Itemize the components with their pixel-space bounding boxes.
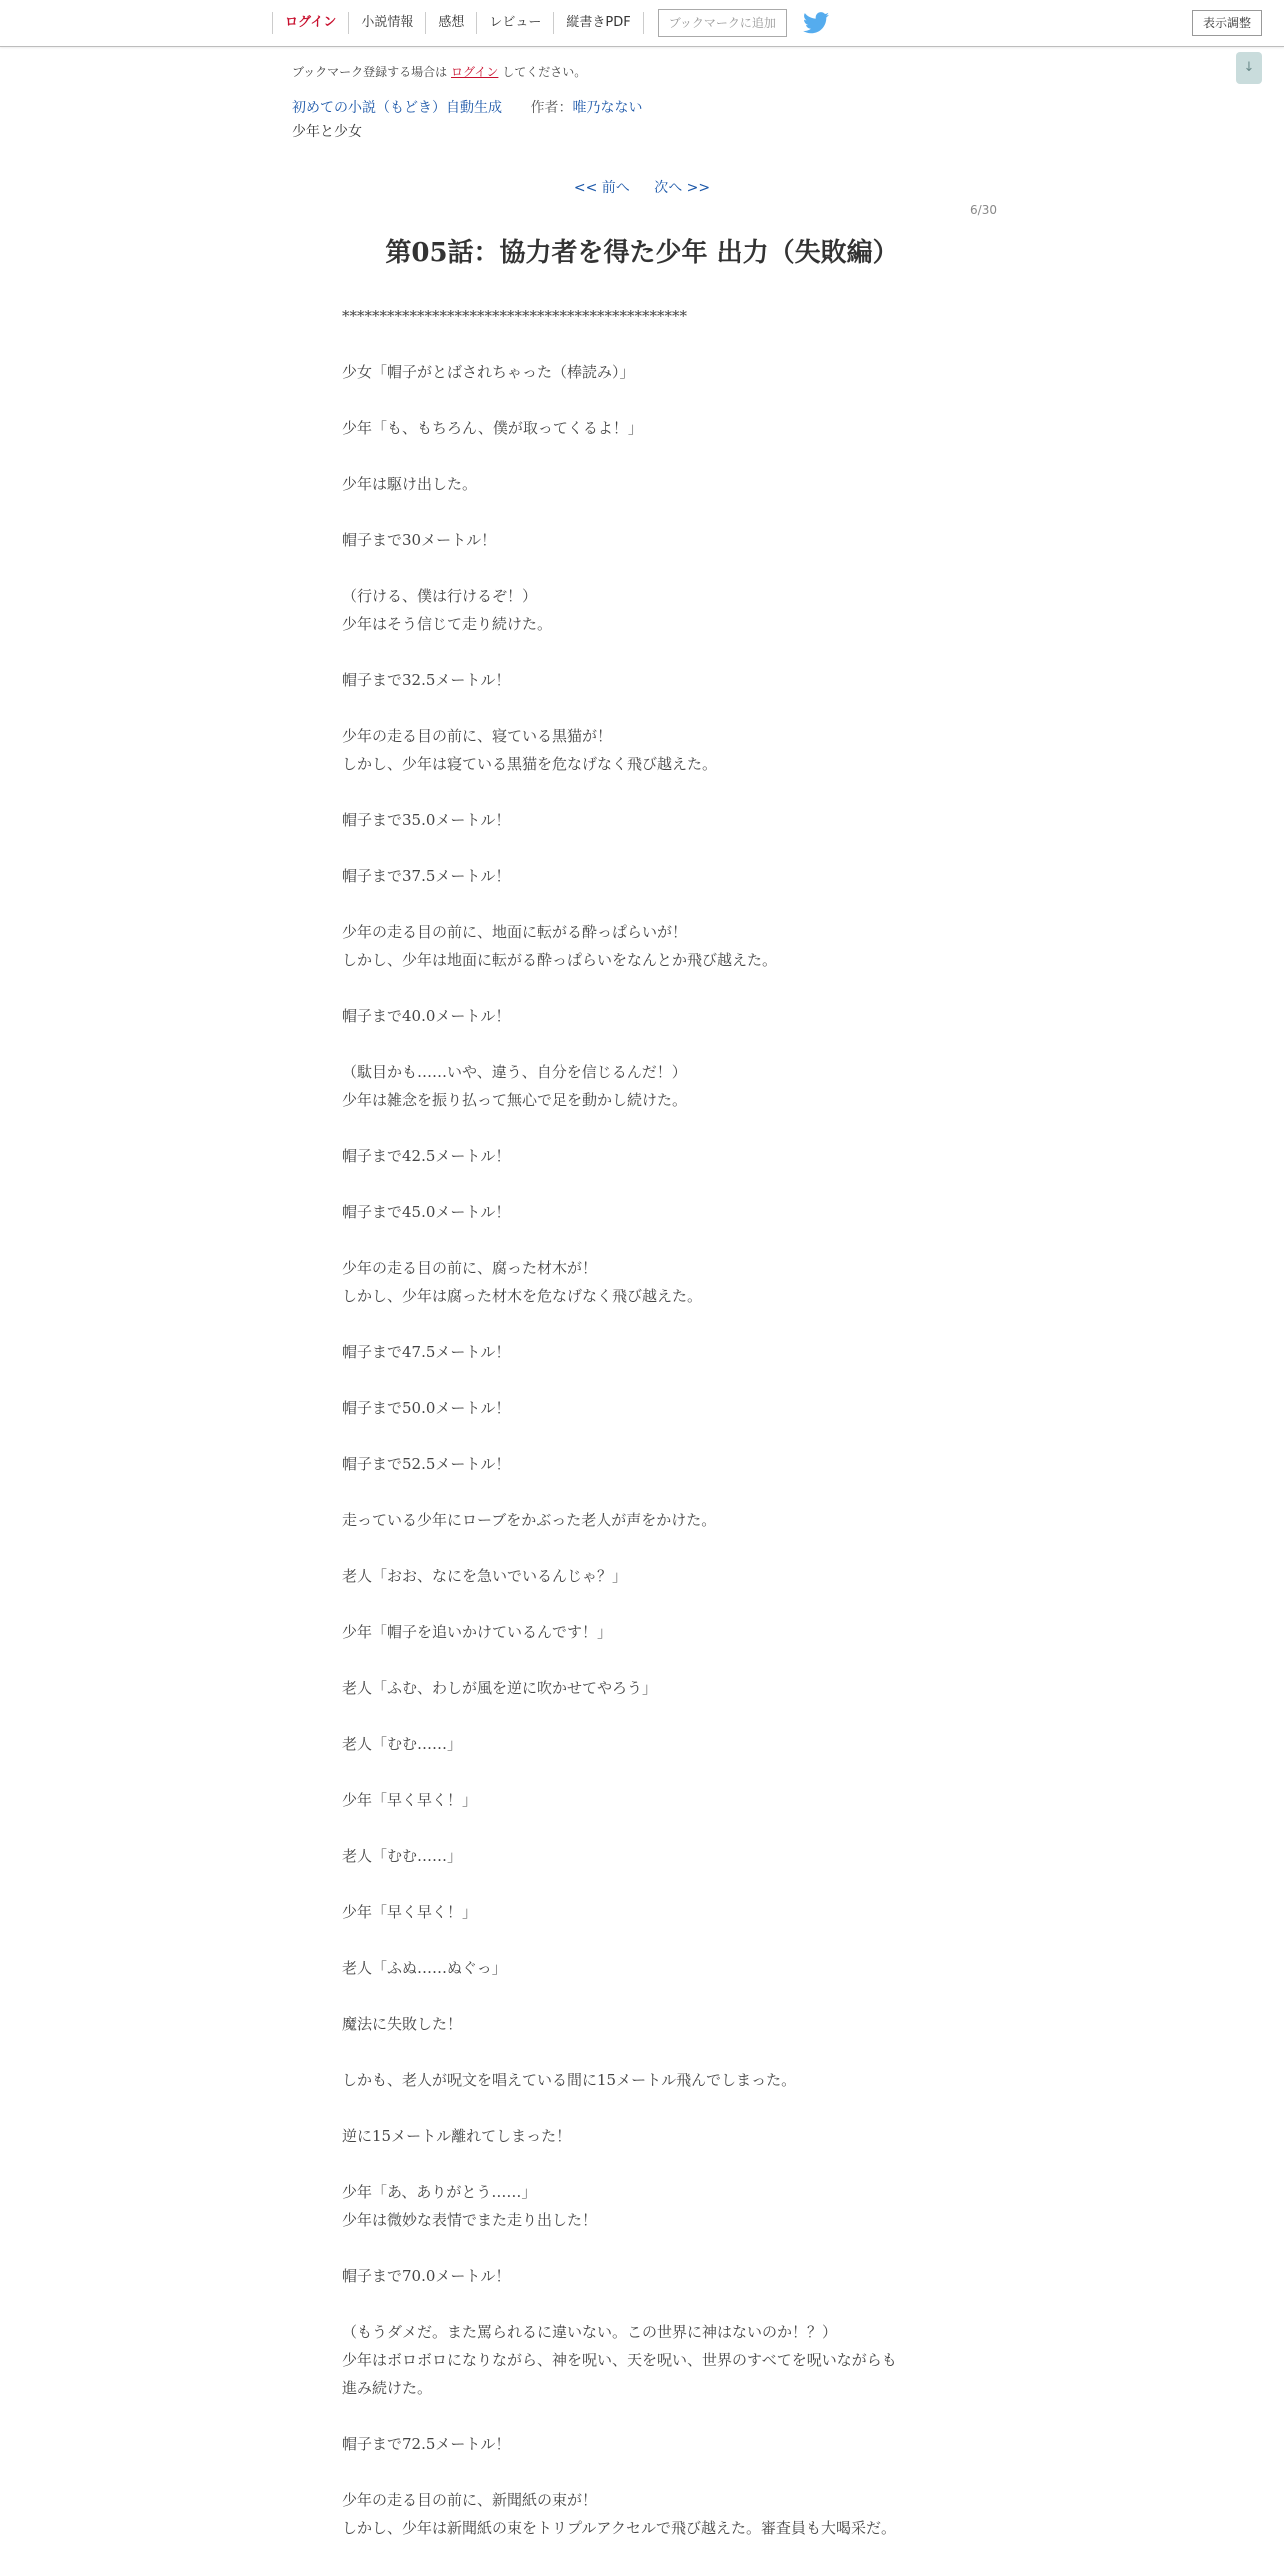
display-settings-button[interactable]: 表示調整 bbox=[1192, 10, 1262, 36]
text-line: 少年は微妙な表情でまた走り出した！ bbox=[342, 2211, 598, 2229]
text-line: 帽子まで47.5メートル！ bbox=[342, 1343, 511, 1361]
text-line: 少年「帽子を追いかけているんです！」 bbox=[342, 1623, 613, 1641]
blank-line bbox=[342, 1590, 942, 1618]
blank-line bbox=[342, 694, 942, 722]
text-line: 少年はボロボロになりながら、神を呪い、天を呪い、世界のすべてを呪いながらも bbox=[342, 2351, 897, 2369]
blank-line bbox=[342, 1170, 942, 1198]
text-line: 帽子まで72.5メートル！ bbox=[342, 2435, 511, 2453]
text-line: 帽子まで30メートル！ bbox=[342, 531, 497, 549]
chapter-group-title: 少年と少女 bbox=[292, 124, 362, 140]
text-line: 少年「早く早く！」 bbox=[342, 1791, 478, 1809]
blank-line bbox=[342, 1702, 942, 1730]
blank-line bbox=[342, 2150, 942, 2178]
text-line: 帽子まで45.0メートル！ bbox=[342, 1203, 511, 1221]
text-line: 少年の走る目の前に、寝ている黒猫が！ bbox=[342, 727, 613, 745]
blank-line bbox=[342, 974, 942, 1002]
text-line: 老人「むむ……」 bbox=[342, 1847, 463, 1865]
text-line: 逆に15メートル離れてしまった！ bbox=[342, 2127, 572, 2145]
text-line: ********************************************** bbox=[342, 307, 687, 325]
text-line: （駄目かも……いや、違う、自分を信じるんだ！） bbox=[342, 1063, 687, 1081]
blank-line bbox=[342, 1422, 942, 1450]
blank-line bbox=[342, 2038, 942, 2066]
text-line: 少年の走る目の前に、地面に転がる酔っぱらいが！ bbox=[342, 923, 688, 941]
text-line: しかも、老人が呪文を唱えている間に15メートル飛んでしまった。 bbox=[342, 2071, 797, 2089]
nav-vertical-pdf-link[interactable]: 縦書きPDF bbox=[553, 12, 643, 34]
page-count: 6/30 bbox=[970, 203, 997, 217]
text-line: 老人「むむ……」 bbox=[342, 1735, 463, 1753]
author-label: 作者： bbox=[530, 100, 573, 116]
blank-line bbox=[342, 1114, 942, 1142]
text-line: （行ける、僕は行けるぞ！） bbox=[342, 587, 538, 605]
blank-line bbox=[342, 1226, 942, 1254]
text-line: 少年は雑念を振り払って無心で足を動かし続けた。 bbox=[342, 1091, 688, 1109]
bookmark-note-suffix: してください。 bbox=[502, 65, 587, 79]
bookmark-login-link[interactable]: ログイン bbox=[451, 65, 499, 79]
nav-review-link[interactable]: レビュー bbox=[476, 12, 553, 34]
blank-line bbox=[342, 2234, 942, 2262]
chapter-title: 第05話：協力者を得た少年 出力（失敗編） bbox=[385, 238, 899, 268]
text-line: 帽子まで52.5メートル！ bbox=[342, 1455, 511, 1473]
blank-line bbox=[342, 1030, 942, 1058]
text-line: 帽子まで70.0メートル！ bbox=[342, 2267, 511, 2285]
text-line: 老人「ふむ、わしが風を逆に吹かせてやろう」 bbox=[342, 1679, 658, 1697]
bookmark-login-note bbox=[292, 63, 586, 80]
blank-line bbox=[342, 2290, 942, 2318]
blank-line bbox=[342, 1758, 942, 1786]
blank-line bbox=[342, 1982, 942, 2010]
text-line: 帽子まで35.0メートル！ bbox=[342, 811, 511, 829]
text-line: 少年「も、もちろん、僕が取ってくるよ！」 bbox=[342, 419, 643, 437]
add-bookmark-button[interactable]: ブックマークに追加 bbox=[658, 9, 787, 37]
nav-login-link[interactable]: ログイン bbox=[272, 12, 348, 34]
nav-impressions-link[interactable]: 感想 bbox=[425, 12, 476, 34]
novel-meta bbox=[292, 97, 642, 117]
blank-line bbox=[342, 1366, 942, 1394]
text-line: しかし、少年は地面に転がる酔っぱらいをなんとか飛び越えた。 bbox=[342, 951, 778, 969]
text-line: 進み続けた。 bbox=[342, 2379, 433, 2397]
text-line: （もうダメだ。また罵られるに違いない。この世界に神はないのか！？） bbox=[342, 2323, 838, 2341]
blank-line bbox=[342, 2402, 942, 2430]
blank-line bbox=[342, 386, 942, 414]
blank-line bbox=[342, 1926, 942, 1954]
blank-line bbox=[342, 1534, 942, 1562]
text-line: 帽子まで42.5メートル！ bbox=[342, 1147, 511, 1165]
text-line: しかし、少年は寝ている黒猫を危なげなく飛び越えた。 bbox=[342, 755, 718, 773]
site-header bbox=[0, 0, 1284, 47]
text-line: 少年はそう信じて走り続けた。 bbox=[342, 615, 553, 633]
blank-line bbox=[342, 498, 942, 526]
chapter-body bbox=[342, 302, 942, 2542]
blank-line bbox=[342, 1646, 942, 1674]
bookmark-note-prefix: ブックマーク登録する場合は bbox=[292, 65, 448, 79]
text-line: 少女「帽子がとばされちゃった（棒読み）」 bbox=[342, 363, 635, 381]
blank-line bbox=[342, 2458, 942, 2486]
text-line: 帽子まで50.0メートル！ bbox=[342, 1399, 511, 1417]
blank-line bbox=[342, 890, 942, 918]
text-line: しかし、少年は腐った材木を危なげなく飛び越えた。 bbox=[342, 1287, 703, 1305]
blank-line bbox=[342, 834, 942, 862]
text-line: しかし、少年は新聞紙の束をトリプルアクセルで飛び越えた。審査員も大喝采だ。 bbox=[342, 2519, 896, 2537]
text-line: 魔法に失敗した！ bbox=[342, 2015, 463, 2033]
text-line: 少年は駆け出した。 bbox=[342, 475, 478, 493]
blank-line bbox=[342, 1814, 942, 1842]
prev-page-link[interactable]: << 前へ bbox=[573, 180, 630, 196]
text-line: 少年「あ、ありがとう……」 bbox=[342, 2183, 537, 2201]
blank-line bbox=[342, 1870, 942, 1898]
text-line: 少年「早く早く！」 bbox=[342, 1903, 478, 1921]
nav-novel-info-link[interactable]: 小説情報 bbox=[348, 12, 425, 34]
main-nav bbox=[272, 0, 829, 46]
twitter-share-icon[interactable] bbox=[803, 12, 829, 34]
text-line: 少年の走る目の前に、新聞紙の束が！ bbox=[342, 2491, 598, 2509]
author-link[interactable]: 唯乃なない bbox=[572, 100, 643, 116]
blank-line bbox=[342, 2094, 942, 2122]
text-line: 老人「おお、なにを急いでいるんじゃ？」 bbox=[342, 1567, 628, 1585]
text-line: 走っている少年にローブをかぶった老人が声をかけた。 bbox=[342, 1511, 717, 1529]
text-line: 帽子まで32.5メートル！ bbox=[342, 671, 511, 689]
blank-line bbox=[342, 638, 942, 666]
blank-line bbox=[342, 1310, 942, 1338]
text-line: 老人「ふぬ……ぬぐっ」 bbox=[342, 1959, 507, 1977]
text-line: 帽子まで40.0メートル！ bbox=[342, 1007, 511, 1025]
text-line: 帽子まで37.5メートル！ bbox=[342, 867, 511, 885]
next-page-link[interactable]: 次へ >> bbox=[654, 180, 711, 196]
blank-line bbox=[342, 1478, 942, 1506]
novel-title-link[interactable]: 初めての小説（もどき）自動生成 bbox=[292, 100, 502, 116]
blank-line bbox=[342, 330, 942, 358]
pager bbox=[0, 177, 1284, 197]
blank-line bbox=[342, 554, 942, 582]
scroll-down-icon[interactable]: ↓ bbox=[1236, 52, 1262, 84]
blank-line bbox=[342, 442, 942, 470]
text-line: 少年の走る目の前に、腐った材木が！ bbox=[342, 1259, 598, 1277]
blank-line bbox=[342, 778, 942, 806]
